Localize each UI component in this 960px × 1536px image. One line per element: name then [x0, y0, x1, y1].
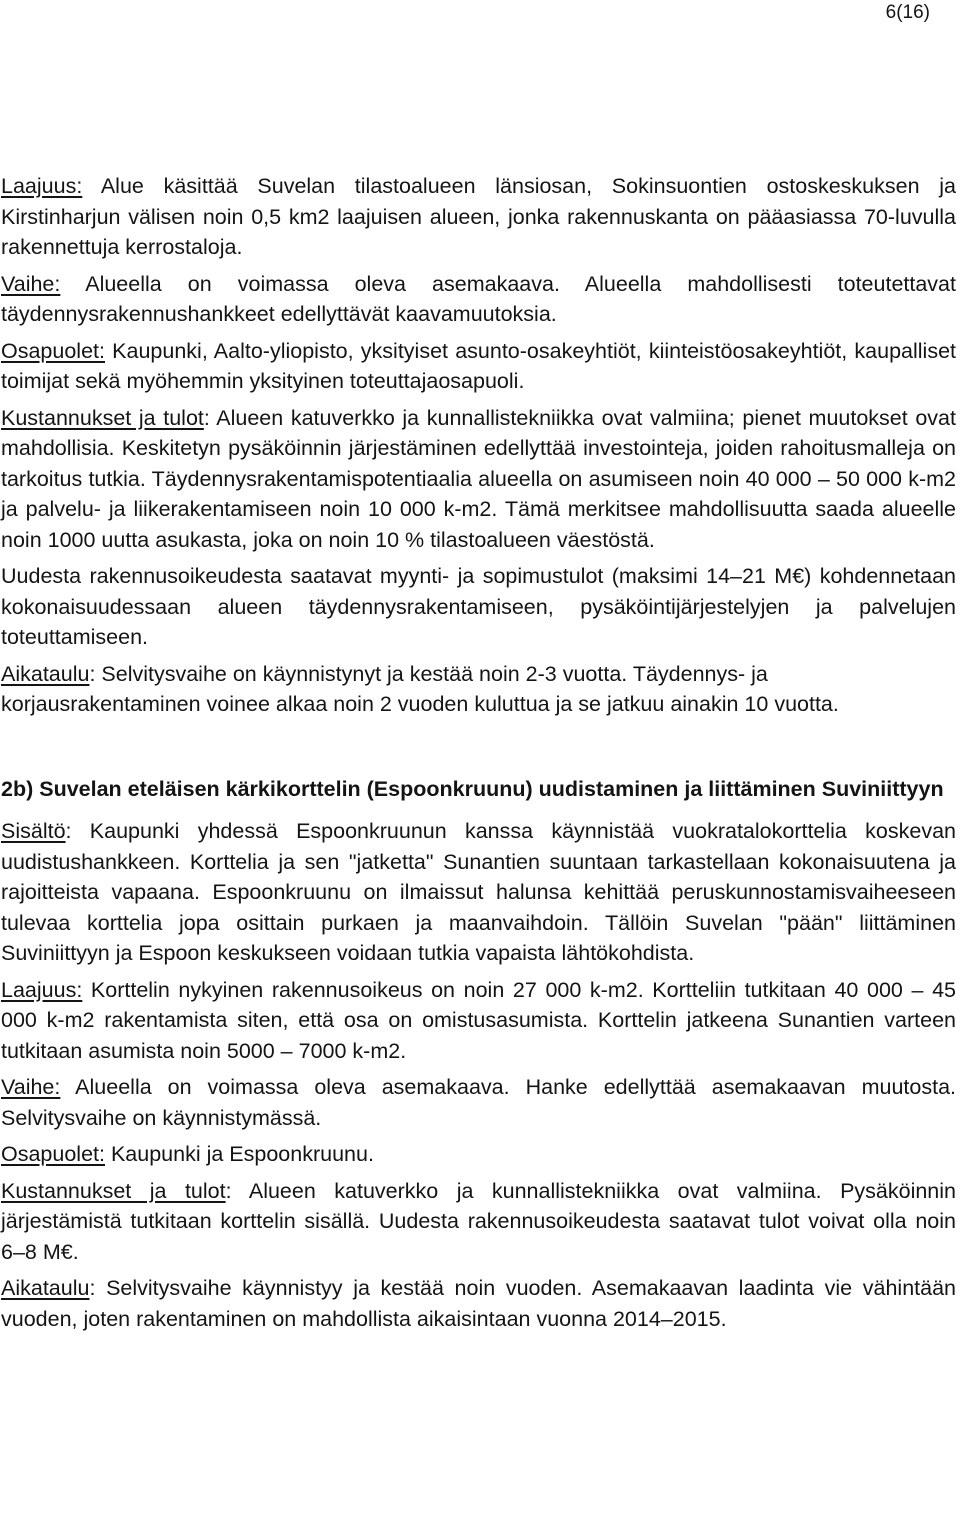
- text-laajuus: Alue käsittää Suvelan tilastoalueen länsiosan, Sokinsuontien ostoskeskuksen ja Kirstinharjun välisen noin 0,5 km2 laajuisen alueen, jonka rakennuskanta on pääasiassa 70-luvulla rakennettuja kerrostaloja.: [1, 174, 956, 259]
- text-vaihe: Alueella on voimassa oleva asemakaava. Hanke edellyttää asemakaavan muutosta. Selvitysvaihe on käynnistymässä.: [1, 1075, 956, 1130]
- label-aikataulu: Aikataulu: [1, 661, 90, 686]
- text-osapuolet: Kaupunki, Aalto-yliopisto, yksityiset asunto-osakeyhtiöt, kiinteistöosakeyhtiöt, kaupalliset toimijat sekä myöhemmin yksityinen toteuttajaosapuoli.: [1, 338, 956, 393]
- paragraph-kustannukset-a: [1, 403, 956, 556]
- text-sisalto: : Kaupunki yhdessä Espoonkruunun kanssa käynnistää vuokratalokorttelia koskevan uudistushankkeen. Korttelia ja sen "jatketta" Sunantien suuntaan tarkastellaan kokonaisuutena ja rajoitteista vapaana. Espoonkruunu on ilmaissut halunsa kehittää peruskunnostamisvaiheeseen tulevaa korttelia jopa osittain purkaen ja maanvaihdoin. Tällöin Suvelan "pään" liittäminen Suviniittyyn ja Espoon keskukseen voidaan tutkia vapaista lähtökohdista.: [1, 819, 956, 965]
- label-uudesta: Uudesta rakennusoikeudesta: [1, 564, 282, 588]
- section-heading-2b: 2b) Suvelan eteläisen kärkikorttelin (Espoonkruunu) uudistaminen ja liittäminen Suviniittyyn: [1, 776, 944, 801]
- paragraph-laajuus-b: [1, 975, 956, 1067]
- paragraph-sisalto-b: [1, 816, 956, 969]
- paragraph-uudesta-a: [1, 561, 956, 653]
- paragraph-aikataulu-b: [1, 1273, 956, 1334]
- label-kustannukset: Kustannukset ja tulot: [1, 1178, 226, 1203]
- text-uudesta: saatavat myynti- ja sopimustulot (maksimi 14–21 M€) kohdennetaan kokonaisuudessaan alueen täydennysrakentamiseen, pysäköintijärjestelyjen ja palvelujen toteuttamiseen.: [1, 564, 956, 649]
- text-osapuolet: Kaupunki ja Espoonkruunu.: [104, 1142, 374, 1166]
- paragraph-kustannukset-b: [1, 1176, 956, 1268]
- label-osapuolet: Osapuolet:: [1, 338, 105, 363]
- text-aikataulu: : Selvitysvaihe on käynnistynyt ja kestää noin 2-3 vuotta. Täydennys- ja korjausrakentaminen voinee alkaa noin 2 vuoden kuluttua ja se jatkuu ainakin 10 vuotta.: [1, 661, 839, 716]
- label-vaihe: Vaihe:: [1, 1075, 61, 1099]
- paragraph-aikataulu-a: [1, 659, 956, 720]
- text-vaihe: Alueella on voimassa oleva asemakaava. Alueella mahdollisesti toteutettavat täydennysrakennushankkeet edellyttävät kaavamuutoksia.: [1, 271, 956, 326]
- paragraph-vaihe-b: [1, 1072, 956, 1133]
- paragraph-vaihe-a: [1, 269, 956, 330]
- paragraph-laajuus-a: [1, 171, 956, 263]
- label-aikataulu: Aikataulu: [1, 1276, 90, 1300]
- label-laajuus: Laajuus:: [1, 977, 83, 1002]
- text-aikataulu: : Selvitysvaihe käynnistyy ja kestää noin vuoden. Asemakaavan laadinta vie vähintään vuoden, joten rakentaminen on mahdollista aikaisintaan vuonna 2014–2015.: [1, 1276, 956, 1331]
- text-kustannukset: : Alueen katuverkko ja kunnallistekniikka ovat valmiina; pienet muutokset ovat mahdollisia. Keskitetyn pysäköinnin järjestäminen edellyttää investointeja, joiden rahoitusmalleja on tarkoitus tutkia. Täydennysrakentamispotentiaalia alueella on asumiseen noin 40 000 – 50 000 k-m2 ja palvelu- ja liikerakentamiseen noin 10 000 k-m2. Tämä merkitsee mahdollisuutta saada alueelle noin 1000 uutta asukasta, joka on noin 10 % tilastoalueen väestöstä.: [1, 405, 956, 552]
- paragraph-osapuolet-b: [1, 1139, 956, 1170]
- label-osapuolet: Osapuolet:: [1, 1142, 105, 1166]
- label-kustannukset: Kustannukset ja tulot: [1, 405, 204, 430]
- text-kustannukset: : Alueen katuverkko ja kunnallistekniikka ovat valmiina. Pysäköinnin järjestämistä tutkitaan korttelin sisällä. Uudesta rakennusoikeudesta saatavat tulot voivat olla noin 6–8 M€.: [1, 1178, 956, 1264]
- paragraph-osapuolet-a: [1, 336, 956, 397]
- page-number: 6(16): [885, 2, 930, 23]
- text-laajuus: Korttelin nykyinen rakennusoikeus on noin 27 000 k-m2. Kortteliin tutkitaan 40 000 – 45 000 k-m2 rakentamista siten, että osa on omistusasumista. Korttelin jatkeena Sunantien varteen tutkitaan asumista noin 5000 – 7000 k-m2.: [1, 977, 956, 1063]
- document-body: [1, 171, 956, 1334]
- label-vaihe: Vaihe:: [1, 271, 61, 296]
- label-laajuus: Laajuus:: [1, 174, 83, 198]
- label-sisalto: Sisältö: [1, 819, 66, 843]
